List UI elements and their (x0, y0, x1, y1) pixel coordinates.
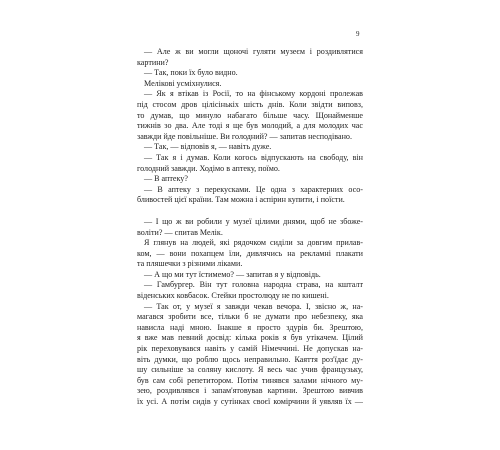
text-line: — Так, — відповів я, — навіть дуже. (144, 142, 272, 152)
paragraph (137, 174, 363, 185)
paragraph (137, 238, 363, 270)
text-line: — Як я втікав із Росії, то на фінському кордоні пролежав (144, 89, 363, 99)
text-line: віть думки, що роблю щось неправильно. Каяття роз'їдає ду- (137, 354, 363, 364)
paragraph (137, 79, 363, 90)
text-line: — В аптеку? (144, 174, 188, 184)
text-line: ком, — вони похапцем їли, дивлячись на рекламні плакати (137, 248, 363, 258)
text-line: — І що ж ви робили у музеї цілими днями, щоб не збоже- (144, 216, 363, 226)
text-line: бливостей цієї країни. Там можна і аспірин купити, і поїсти. (137, 195, 345, 205)
text-line: Мелікові усміхнулися. (144, 78, 222, 88)
paragraph (137, 217, 363, 238)
text-line: воліти? — спитав Мелік. (137, 227, 223, 237)
paragraph (137, 185, 363, 206)
text-line: голодний завжди. Ходімо в аптеку, поїмо. (137, 163, 280, 173)
text-line: — Але ж ви могли щоночі гуляти музеєм і роздивлятися (144, 47, 363, 56)
page-number: 9 (356, 30, 360, 38)
text-line: шу сильніше за соляну кислоту. Я весь час учив французьку, (137, 365, 363, 375)
text-line: — А що ми тут їстимемо? — запитав я у відповідь. (144, 269, 321, 279)
paragraph (137, 68, 363, 79)
text-line: — Так я і думав. Коли когось відпускають на свободу, він (144, 152, 363, 162)
section-break (137, 206, 363, 217)
paragraph (137, 270, 363, 281)
paragraph (137, 153, 363, 174)
text-line: був сам собі репетитором. Потім тинявся залами нічного му- (137, 375, 363, 385)
paragraph (137, 89, 363, 142)
text-line: під стосом дров цілісінькіх шість днів. Коли звідти виповз, (137, 99, 363, 109)
paragraph (137, 302, 363, 408)
text-line: — Так от, у музеї я завжди чекав вечора. І, звісно ж, на- (144, 301, 363, 311)
text-line: картини? (137, 57, 169, 67)
paragraph (137, 280, 363, 301)
text-line: та пляшечки з різними ліками. (137, 259, 243, 269)
text-line: віденських ковбасок. Стейки простолюду не по кишені. (137, 291, 329, 301)
paragraph (137, 47, 363, 68)
text-line: то думав, що минуло набагато більше часу. Щонайменше (137, 110, 363, 120)
text-line: Я глянув на людей, які рядочком сиділи за довгим прилав- (144, 238, 363, 248)
text-line: я вже мав певний досвід: кілька років я був утікачем. Цілий (137, 333, 363, 343)
text-line: їх усі. А потім сидів у сутінках своєї комірчини й уявляв їх — (137, 397, 363, 406)
text-line: — Гамбургер. Він тут головна народна страва, на кшталт (144, 280, 363, 290)
body-text (137, 47, 363, 408)
text-line: магався зробити все, тільки б не думати про небезпеку, яка (137, 312, 363, 322)
text-line: — Так, поки їх було видно. (144, 68, 238, 78)
text-line: рік переховувався навіть у самій Німеччині. Не допускав на- (137, 344, 363, 354)
paragraph (137, 142, 363, 153)
text-line: завжди йде повільніше. Ви голодний? — запитав несподівано. (137, 131, 353, 141)
text-line: — В аптеку з перекусками. Це одна з характерних осо- (144, 184, 363, 194)
text-line: нависла наді мною. Інакше я просто здурів би. Зрештою, (137, 322, 363, 332)
text-line: зею, роздивлявся і запам'ятовував картини. Зрештою вивчив (137, 386, 363, 396)
text-line: тижнів зо два. Але тоді я ще був молодий, а для молодих час (137, 121, 363, 131)
